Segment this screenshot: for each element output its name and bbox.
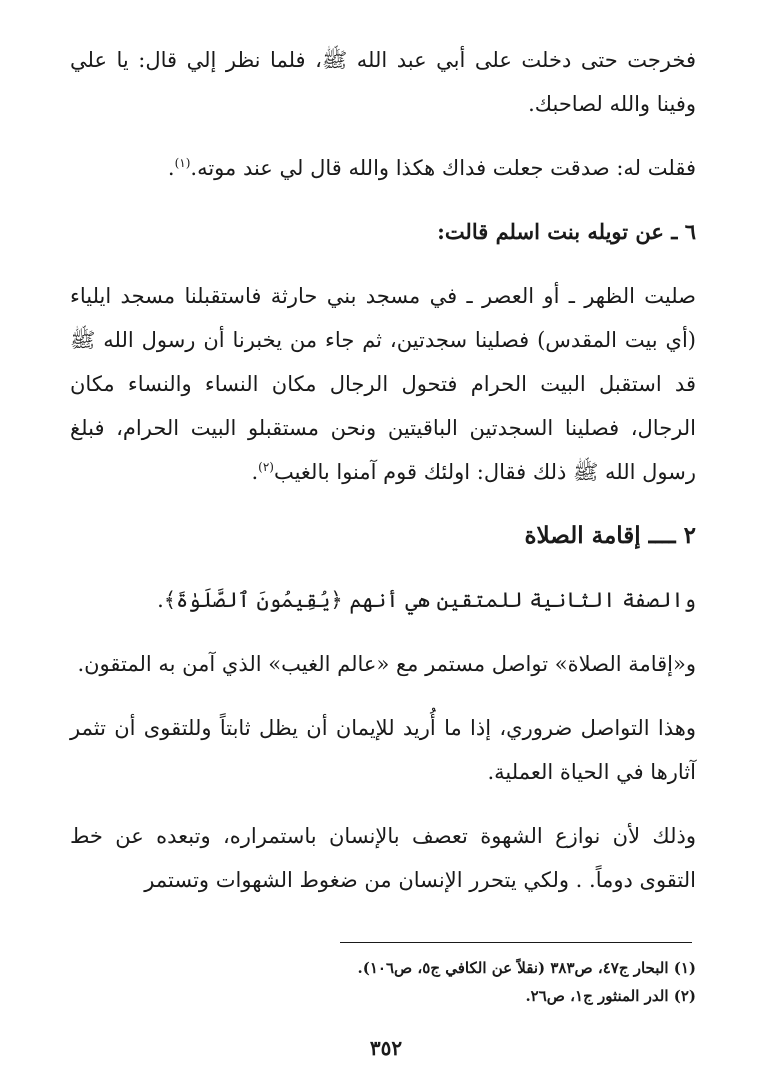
footnote-2: (٢) الدر المنثور ج١، ص٢٦. xyxy=(525,987,696,1005)
footnote-divider xyxy=(340,942,692,943)
paragraph-5: والصفة الثانية للمتقين هي أنهم ﴿يُقِيمُونَ ٱلصَّلَوٰةَ﴾. xyxy=(157,588,696,612)
paragraph-6: و«إقامة الصلاة» تواصل مستمر مع «عالم الغيب» الذي آمن به المتقون. xyxy=(77,652,696,676)
paragraph-2-text: فقلت له: صدقت جعلت فداك هكذا والله قال لي عند موته. xyxy=(190,156,696,180)
page-number: ٣٥٢ xyxy=(369,1036,403,1060)
paragraph-1: فخرجت حتى دخلت على أبي عبد الله ﷺ، فلما نظر إلي قال: يا علي وفينا والله لصاحبك. xyxy=(70,48,696,116)
paragraph-8: وذلك لأن نوازع الشهوة تعصف بالإنسان باستمراره، وتبعده عن خط التقوى دوماً. . ولكي يتحرر الإنسان من ضغوط الشهوات وتستمر xyxy=(70,824,696,892)
paragraph-4-text: صليت الظهر ـ أو العصر ـ في مسجد بني حارثة فاستقبلنا مسجد ايلياء (أي بيت المقدس) فصلينا سجدتين، ثم جاء من يخبرنا أن رسول الله ﷺ قد استقبل البيت الحرام فتحول الرجال مكان النساء والنساء مكان الرجال، فصلينا السجدتين الباقيتين ونحن مستقبلو البيت الحرام، فبلغ رسول الله ﷺ ذلك فقال: اولئك قوم آمنوا بالغيب xyxy=(70,284,696,484)
footnotes xyxy=(70,954,696,1010)
section-heading: ٢ ــــ إقامة الصلاة xyxy=(524,522,696,549)
footnote-1: (١) البحار ج٤٧، ص٣٨٣ (نقلاً عن الكافي ج٥، ص١٠٦). xyxy=(357,959,696,977)
narration-heading: ٦ ـ عن تويله بنت اسلم قالت: xyxy=(437,219,696,244)
paragraph-7: وهذا التواصل ضروري، إذا ما أُريد للإيمان أن يظل ثابتاً وللتقوى أن تثمر آثارها في الحياة العملية. xyxy=(70,716,696,784)
footnote-ref-2: (٢) xyxy=(258,460,274,474)
main-text xyxy=(70,38,696,902)
footnote-ref-1: (١) xyxy=(174,156,191,170)
paragraph-2: فقلت له: صدقت جعلت فداك هكذا والله قال لي عند موته.$^{(١)}$. xyxy=(167,156,696,180)
paragraph-4: صليت الظهر ـ أو العصر ـ في مسجد بني حارثة فاستقبلنا مسجد ايلياء (أي بيت المقدس) فصلينا سجدتين، ثم جاء من يخبرنا أن رسول الله ﷺ قد استقبل البيت الحرام فتحول الرجال مكان النساء والنساء مكان الرجال، فصلينا السجدتين الباقيتين ونحن مستقبلو البيت الحرام، فبلغ رسول الله ﷺ ذلك فقال: اولئك قوم آمنوا بالغيب$^{(٢)}$. xyxy=(70,284,696,484)
